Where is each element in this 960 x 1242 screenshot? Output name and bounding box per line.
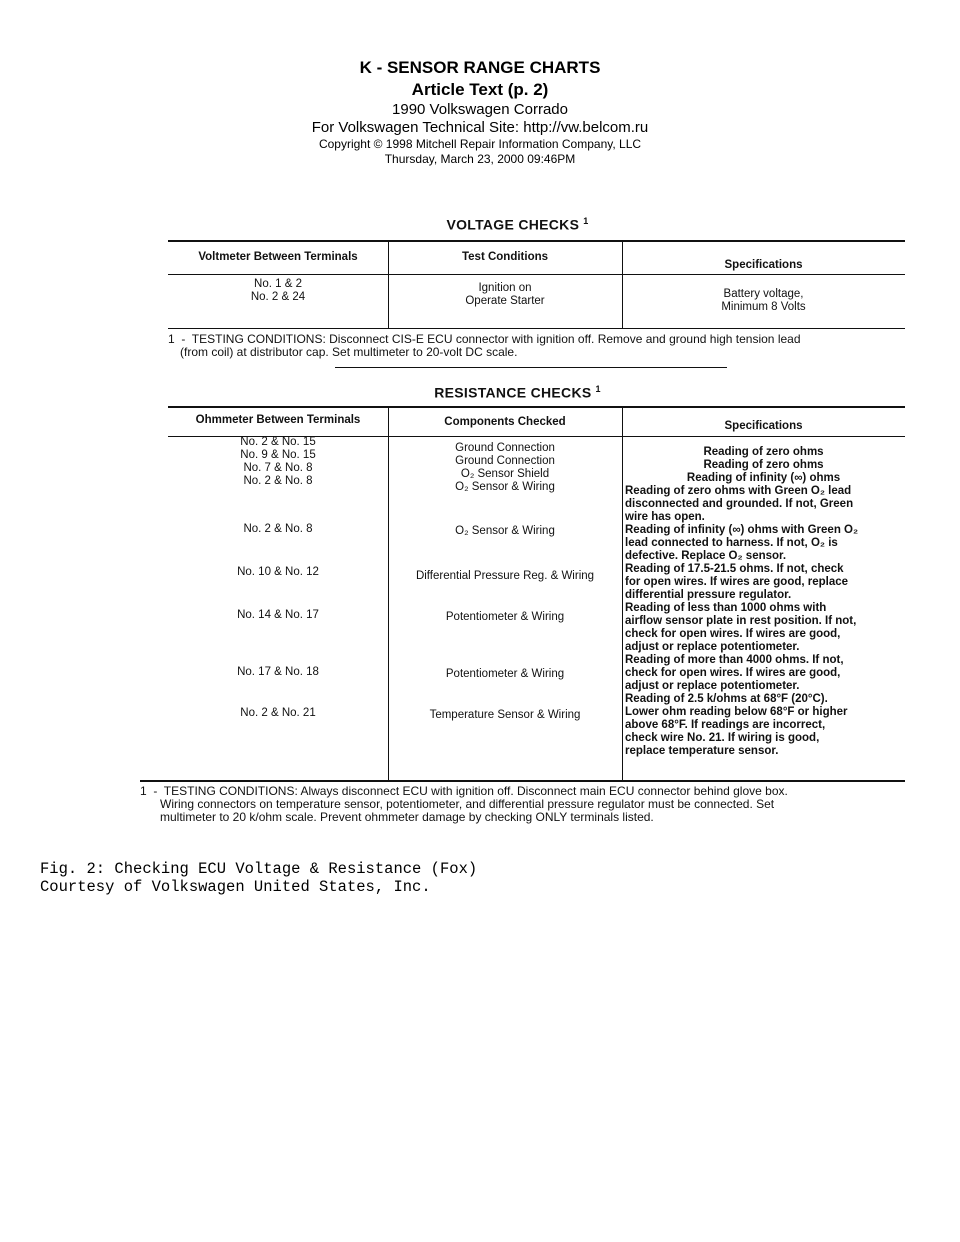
resistance-spec-line: Reading of more than 4000 ohms. If not,: [625, 654, 844, 666]
resistance-col-specifications: Specifications: [724, 420, 803, 432]
resistance-checks-title: RESISTANCE CHECKS $^1$: [434, 384, 601, 401]
resistance-spec-line: Reading of zero ohms: [703, 459, 824, 471]
resistance-spec-line: adjust or replace potentiometer.: [625, 680, 800, 692]
resistance-terminal: No. 2 & No. 8: [243, 523, 313, 535]
vehicle-line: 1990 Volkswagen Corrado: [392, 101, 568, 118]
voltage-spec-1: Battery voltage,: [723, 288, 804, 300]
resistance-terminal: No. 10 & No. 12: [237, 566, 319, 578]
resistance-note-line-2: Wiring connectors on temperature sensor, potentiometer, and differential pressure regulator must be connected. Set: [160, 797, 775, 811]
resistance-spec-line: adjust or replace potentiometer.: [625, 641, 800, 653]
resistance-spec-line: check for open wires. If wires are good,: [625, 628, 841, 640]
voltage-header-rule: [168, 274, 905, 275]
resistance-col-components: Components Checked: [444, 416, 566, 428]
resistance-spec-line: defective. Replace O₂ sensor.: [625, 550, 787, 562]
resistance-spec-line: Lower ohm reading below 68°F or higher: [625, 706, 848, 718]
resistance-component: O₂ Sensor & Wiring: [455, 525, 555, 537]
resistance-spec-line: Reading of less than 1000 ohms with: [625, 602, 827, 614]
voltage-checks-title: VOLTAGE CHECKS $^1$: [446, 216, 589, 233]
voltage-top-rule: [168, 240, 905, 242]
resistance-component: Differential Pressure Reg. & Wiring: [415, 570, 595, 582]
resistance-component: Ground Connection: [455, 455, 555, 467]
resistance-terminal: No. 2 & No. 21: [240, 707, 316, 719]
site-line: For Volkswagen Technical Site: http://vw.belcom.ru: [311, 119, 649, 136]
copyright-line: Copyright © 1998 Mitchell Repair Information Company, LLC: [318, 137, 642, 151]
resistance-terminal: No. 2 & No. 15: [240, 436, 316, 448]
resistance-note-line-3: multimeter to 20 k/ohm scale. Prevent ohmmeter damage by checking ONLY terminals listed.: [160, 810, 654, 824]
date-line: Thursday, March 23, 2000 09:46PM: [384, 152, 576, 166]
resistance-spec-line: Reading of infinity (∞) ohms with Green O₂: [625, 524, 859, 536]
voltage-condition-1: Ignition on: [478, 282, 532, 294]
resistance-spec-line: replace temperature sensor.: [625, 745, 779, 757]
voltage-col-divider-2: [622, 240, 623, 328]
voltage-col-terminals: Voltmeter Between Terminals: [198, 251, 358, 263]
section-divider-rule: [335, 367, 727, 368]
resistance-terminal: No. 2 & No. 8: [243, 475, 313, 487]
resistance-spec-line: check wire No. 21. If wiring is good,: [625, 732, 820, 744]
voltage-note-line-2: (from coil) at distributor cap. Set multimeter to 20-volt DC scale.: [180, 345, 518, 359]
voltage-col-conditions: Test Conditions: [461, 251, 549, 263]
page-title: K - SENSOR RANGE CHARTS: [359, 58, 601, 77]
resistance-spec-line: for open wires. If wires are good, replace: [625, 576, 849, 588]
resistance-spec-line: disconnected and grounded. If not, Green: [625, 498, 854, 510]
voltage-terminal-1: No. 1 & 2: [254, 278, 302, 290]
resistance-col-terminals: Ohmmeter Between Terminals: [195, 414, 361, 426]
resistance-component: Potentiometer & Wiring: [445, 668, 565, 680]
resistance-spec-line: check for open wires. If wires are good,: [625, 667, 841, 679]
resistance-terminal: No. 14 & No. 17: [237, 609, 319, 621]
resistance-spec-line: differential pressure regulator.: [625, 589, 792, 601]
resistance-terminal: No. 7 & No. 8: [243, 462, 313, 474]
resistance-spec-line: above 68°F. If readings are incorrect,: [625, 719, 826, 731]
ecu-check-figure: [130, 210, 905, 850]
resistance-spec-line: Reading of zero ohms with Green O₂ lead: [625, 485, 852, 497]
resistance-spec-line: Reading of 2.5 k/ohms at 68°F (20°C).: [625, 693, 828, 705]
voltage-note-line-1: 1 - TESTING CONDITIONS: Disconnect CIS-E ECU connector with ignition off. Remove and ground high tension lead: [168, 332, 801, 346]
resistance-component: Potentiometer & Wiring: [445, 611, 565, 623]
resistance-terminal: No. 9 & No. 15: [240, 449, 316, 461]
resistance-note-line-1: 1 - TESTING CONDITIONS: Always disconnect ECU with ignition off. Disconnect main ECU connector behind glove box.: [140, 784, 788, 798]
resistance-spec-line: lead connected to harness. If not, O₂ is: [625, 537, 838, 549]
resistance-spec-line: Reading of zero ohms: [703, 446, 824, 458]
resistance-terminal: No. 17 & No. 18: [237, 666, 319, 678]
resistance-bottom-rule: [140, 780, 905, 782]
resistance-component: Temperature Sensor & Wiring: [429, 709, 581, 721]
resistance-spec-line: Reading of infinity (∞) ohms: [686, 472, 841, 484]
voltage-spec-2: Minimum 8 Volts: [721, 301, 806, 313]
resistance-component: O₂ Sensor Shield: [460, 468, 550, 480]
resistance-component: Ground Connection: [455, 442, 555, 454]
voltage-bottom-rule: [168, 328, 905, 329]
figure-credit: Courtesy of Volkswagen United States, Inc.: [40, 878, 431, 896]
voltage-col-specifications: Specifications: [724, 259, 803, 271]
resistance-top-rule: [168, 406, 905, 408]
voltage-terminal-2: No. 2 & 24: [250, 291, 306, 303]
article-subtitle: Article Text (p. 2): [411, 80, 549, 99]
resistance-spec-line: airflow sensor plate in rest position. If not,: [625, 615, 857, 627]
figure-caption: Fig. 2: Checking ECU Voltage & Resistance (Fox): [40, 860, 478, 878]
resistance-spec-line: wire has open.: [625, 511, 705, 523]
voltage-condition-2: Operate Starter: [465, 295, 545, 307]
resistance-spec-line: Reading of 17.5-21.5 ohms. If not, check: [625, 563, 844, 575]
resistance-component: O₂ Sensor & Wiring: [455, 481, 555, 493]
